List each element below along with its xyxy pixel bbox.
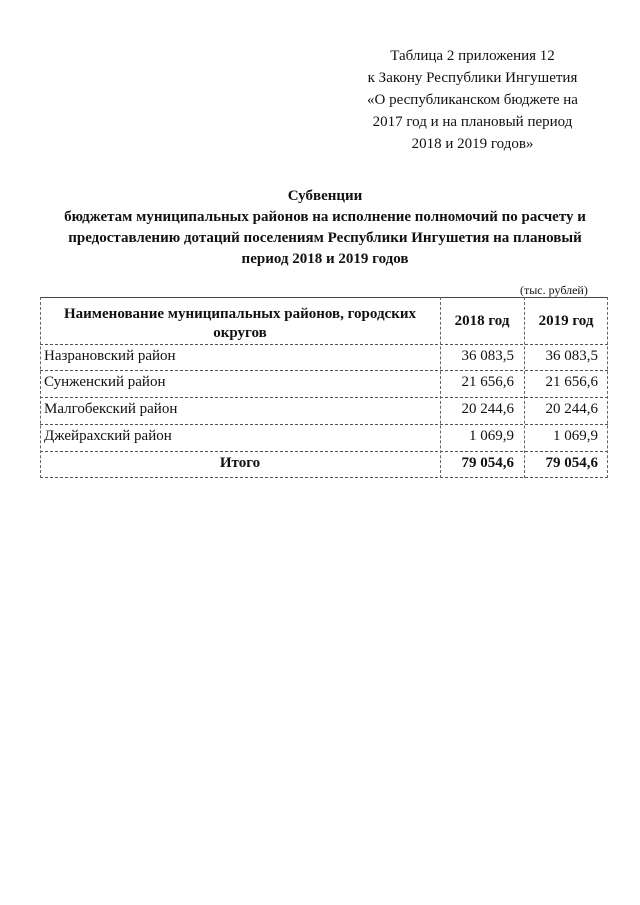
table-row: [40, 424, 608, 451]
district-name: Сунженский район: [44, 374, 166, 390]
table-row: [40, 370, 608, 397]
district-name: Джейрахский район: [44, 428, 172, 444]
header-name-line: округов: [213, 325, 267, 341]
value-2018: 1 069,9: [469, 428, 514, 444]
table-bottom-border: [40, 477, 608, 478]
title-line: бюджетам муниципальных районов на исполнение полномочий по расчету и: [64, 209, 586, 225]
units-note: (тыс. рублей): [520, 283, 588, 297]
value-2019: 20 244,6: [545, 401, 598, 417]
appendix-line: Таблица 2 приложения 12: [390, 48, 555, 64]
value-2019: 1 069,9: [553, 428, 598, 444]
value-2019: 21 656,6: [545, 374, 598, 390]
total-label: Итого: [219, 455, 261, 471]
table-header: [40, 297, 608, 344]
appendix-reference: [360, 45, 585, 155]
district-name: Назрановский район: [44, 348, 176, 364]
header-year-2018: 2018 год: [454, 313, 510, 329]
header-name-line: Наименование муниципальных районов, городских: [64, 306, 416, 322]
appendix-line: 2018 и 2019 годов»: [411, 136, 534, 152]
total-2018: 79 054,6: [461, 455, 514, 471]
appendix-line: 2017 год и на плановый период: [372, 114, 573, 130]
appendix-line: «О республиканском бюджете на: [367, 92, 578, 108]
table-total-row: [40, 451, 608, 477]
title-line: предоставлению дотаций поселениям Республики Ингушетия на плановый: [68, 230, 582, 246]
document-title: [40, 186, 610, 270]
header-name-cell: [40, 297, 440, 343]
district-name: Малгобекский район: [44, 401, 178, 417]
appendix-line: к Закону Республики Ингушетия: [367, 70, 578, 86]
table-row: [40, 397, 608, 424]
header-year-2019: 2019 год: [538, 313, 594, 329]
title-line: Субвенции: [287, 188, 363, 204]
value-2019: 36 083,5: [545, 348, 598, 364]
value-2018: 21 656,6: [461, 374, 514, 390]
value-2018: 36 083,5: [461, 348, 514, 364]
total-2019: 79 054,6: [545, 455, 598, 471]
table-row: [40, 344, 608, 370]
title-line: период 2018 и 2019 годов: [241, 251, 409, 267]
value-2018: 20 244,6: [461, 401, 514, 417]
